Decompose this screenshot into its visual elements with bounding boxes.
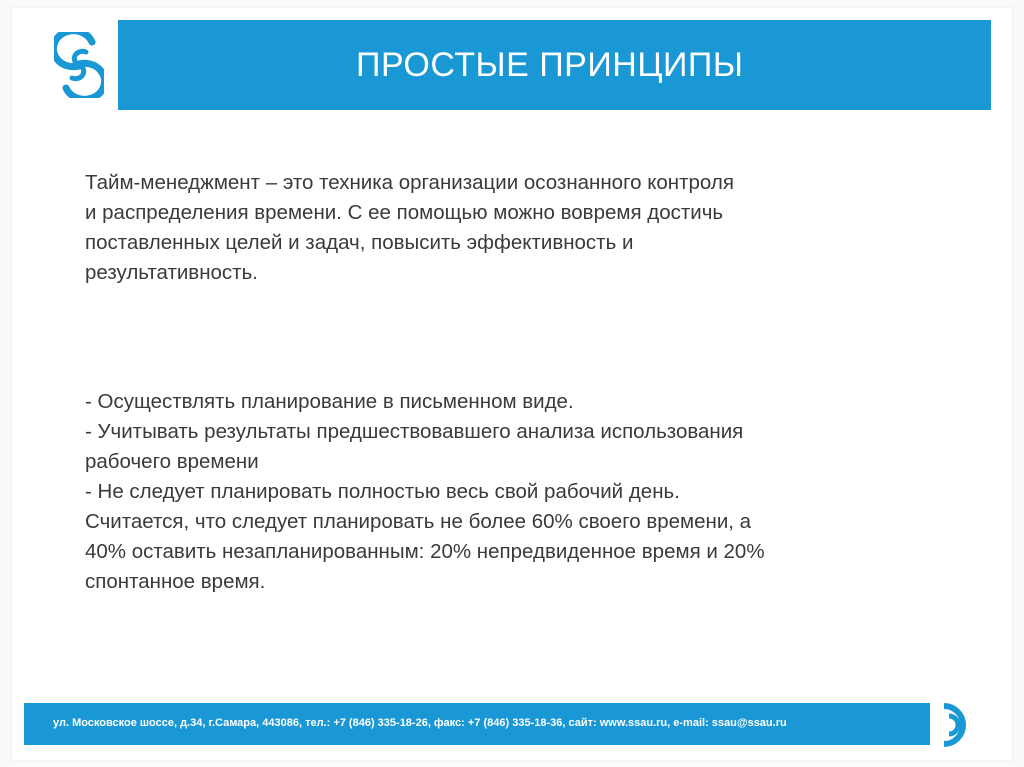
- footer-contact: ул. Московское шоссе, д.34, г.Самара, 443086, тел.: +7 (846) 335-18-26, факс: +7 (846) 335-18-36, сайт: www.ssau.ru, e-mail: ssau@ssau.ru: [53, 717, 787, 729]
- footer-bar: [24, 703, 930, 745]
- principle-line: спонтанное время.: [85, 570, 266, 593]
- principle-line: рабочего времени: [85, 450, 259, 473]
- university-logo-icon: [54, 32, 104, 98]
- intro-line: Тайм-менеджмент – это техника организации осознанного контроля: [85, 171, 734, 194]
- principles-list: [85, 387, 765, 597]
- page-number: 3: [921, 726, 929, 742]
- principle-line: - Осуществлять планирование в письменном виде.: [85, 390, 574, 413]
- principle-line: - Учитывать результаты предшествовавшего анализа использования: [85, 420, 744, 443]
- intro-line: результативность.: [85, 261, 258, 284]
- intro-paragraph: [85, 168, 734, 288]
- principle-line: Считается, что следует планировать не более 60% своего времени, а: [85, 510, 752, 533]
- slide: [12, 8, 1012, 760]
- intro-line: и распределения времени. С ее помощью можно вовремя достичь: [85, 201, 724, 224]
- principle-line: - Не следует планировать полностью весь свой рабочий день.: [85, 480, 680, 503]
- university-logo-small-icon: [936, 700, 976, 750]
- header-logo: [36, 20, 118, 110]
- principle-line: 40% оставить незапланированным: 20% непредвиденное время и 20%: [85, 540, 765, 563]
- slide-title: ПРОСТЫЕ ПРИНЦИПЫ: [356, 46, 744, 84]
- header-bar: [36, 20, 991, 110]
- intro-line: поставленных целей и задач, повысить эффективность и: [85, 231, 634, 254]
